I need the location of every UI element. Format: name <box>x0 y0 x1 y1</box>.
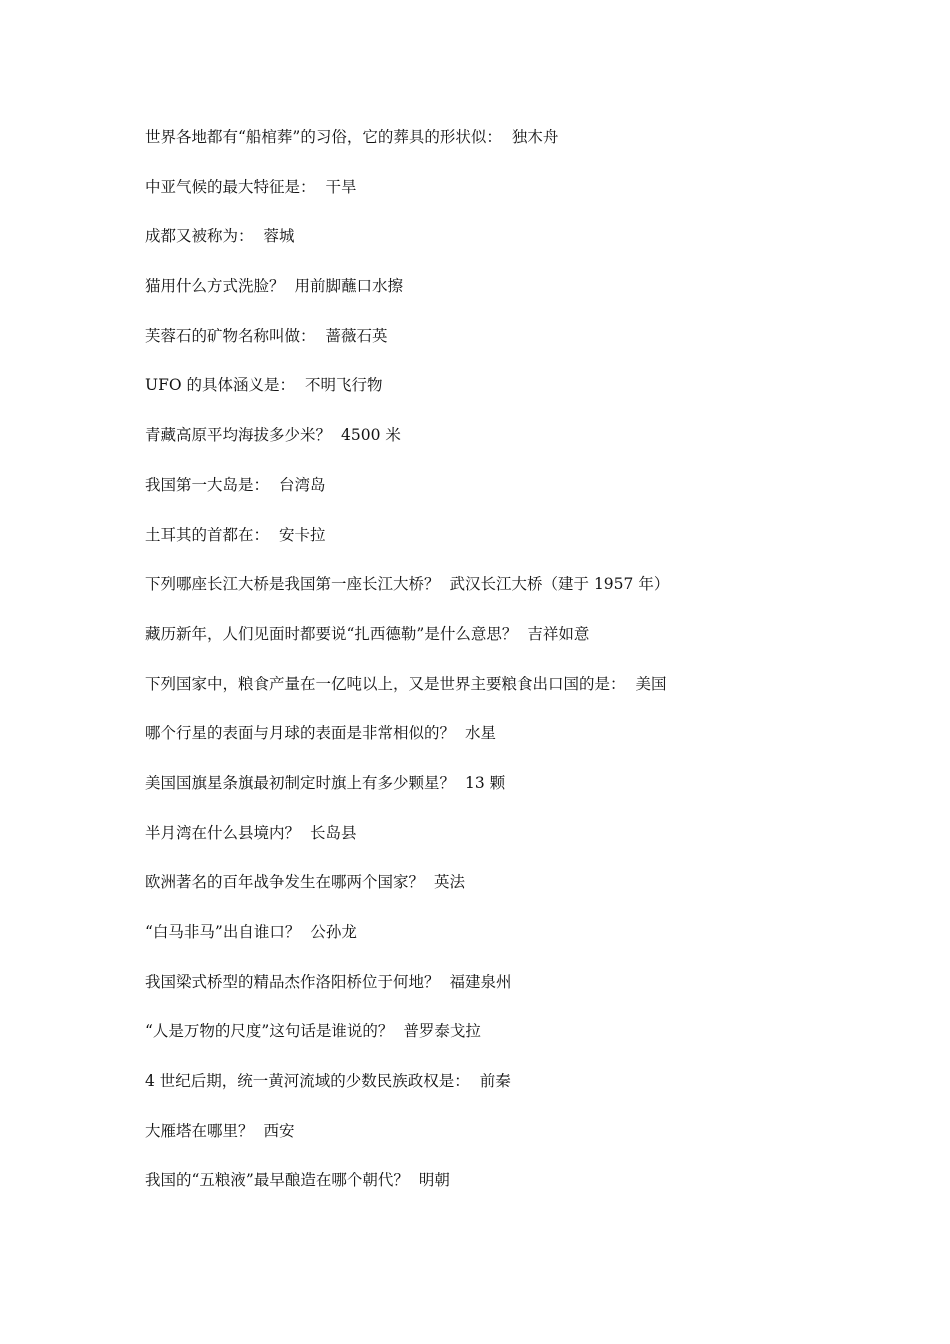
list-item <box>145 324 905 374</box>
answer-text: 前秦 <box>479 1072 511 1091</box>
list-item <box>145 1168 905 1218</box>
question-text: “人是万物的尺度”这句话是谁说的？ <box>145 1022 394 1041</box>
question-text: 中亚气候的最大特征是： <box>145 177 316 196</box>
answer-text: 安卡拉 <box>279 525 326 544</box>
question-text: 大雁塔在哪里？ <box>145 1121 254 1140</box>
list-item <box>145 274 905 324</box>
list-item <box>145 523 905 573</box>
answer-text: 美国 <box>635 674 667 693</box>
list-item <box>145 175 905 225</box>
list-item <box>145 672 905 722</box>
question-text: 藏历新年，人们见面时都要说“扎西德勒”是什么意思？ <box>145 624 518 643</box>
answer-text: 武汉长江大桥（建于 1957 年） <box>449 575 670 594</box>
answer-text: 13 颗 <box>465 773 506 792</box>
question-text: 猫用什么方式洗脸？ <box>145 277 285 296</box>
list-item <box>145 771 905 821</box>
answer-text: 蓉城 <box>263 227 295 246</box>
answer-text: 干旱 <box>325 177 357 196</box>
list-item <box>145 970 905 1020</box>
question-text: 我国的“五粮液”最早酿造在哪个朝代？ <box>145 1171 409 1190</box>
list-item <box>145 1019 905 1069</box>
answer-text: 西安 <box>263 1121 295 1140</box>
answer-text: 独木舟 <box>511 128 559 146</box>
question-text: 芙蓉石的矿物名称叫做： <box>145 326 316 345</box>
answer-text: 蔷薇石英 <box>325 326 388 345</box>
question-text: 土耳其的首都在： <box>145 525 270 544</box>
list-item <box>145 423 905 473</box>
question-text: 欧洲著名的百年战争发生在哪两个国家？ <box>145 873 425 892</box>
list-item <box>145 1069 905 1119</box>
list-item <box>145 870 905 920</box>
question-text: 世界各地都有“船棺葬”的习俗，它的葬具的形状似： <box>145 128 502 146</box>
question-text: 成都又被称为： <box>145 227 254 246</box>
answer-text: 吉祥如意 <box>527 624 590 643</box>
answer-text: 英法 <box>434 873 466 892</box>
question-text: 下列哪座长江大桥是我国第一座长江大桥？ <box>145 575 440 594</box>
question-text: 哪个行星的表面与月球的表面是非常相似的？ <box>145 724 456 743</box>
answer-text: 4500 米 <box>341 426 401 445</box>
answer-text: 福建泉州 <box>449 972 512 991</box>
list-item <box>145 125 905 175</box>
answer-text: 明朝 <box>418 1171 450 1190</box>
question-text: “白马非马”出自谁口？ <box>145 923 301 941</box>
question-text: 青藏高原平均海拔多少米？ <box>145 426 332 445</box>
answer-text: 台湾岛 <box>279 475 326 494</box>
question-text: 下列国家中，粮食产量在一亿吨以上，又是世界主要粮食出口国的是： <box>145 674 626 693</box>
question-text: 半月湾在什么县境内？ <box>145 823 301 842</box>
list-item <box>145 224 905 274</box>
answer-text: 不明飞行物 <box>304 376 383 395</box>
list-item <box>145 1119 905 1169</box>
answer-text: 公孙龙 <box>310 923 357 941</box>
question-text: 我国梁式桥型的精品杰作洛阳桥位于何地？ <box>145 972 440 991</box>
question-text: 美国国旗星条旗最初制定时旗上有多少颗星？ <box>145 773 456 792</box>
list-item <box>145 721 905 771</box>
list-item <box>145 473 905 523</box>
answer-text: 用前脚蘸口水擦 <box>294 277 404 296</box>
list-item <box>145 821 905 871</box>
list-item <box>145 373 905 423</box>
question-text: 我国第一大岛是： <box>145 475 270 494</box>
answer-text: 长岛县 <box>310 823 357 842</box>
qa-list <box>145 125 905 1218</box>
list-item <box>145 920 905 970</box>
question-text: UFO 的具体涵义是： <box>145 376 295 395</box>
answer-text: 水星 <box>465 724 497 743</box>
question-text: 4 世纪后期，统一黄河流域的少数民族政权是： <box>145 1072 470 1091</box>
list-item <box>145 572 905 622</box>
answer-text: 普罗泰戈拉 <box>403 1022 481 1041</box>
list-item <box>145 622 905 672</box>
